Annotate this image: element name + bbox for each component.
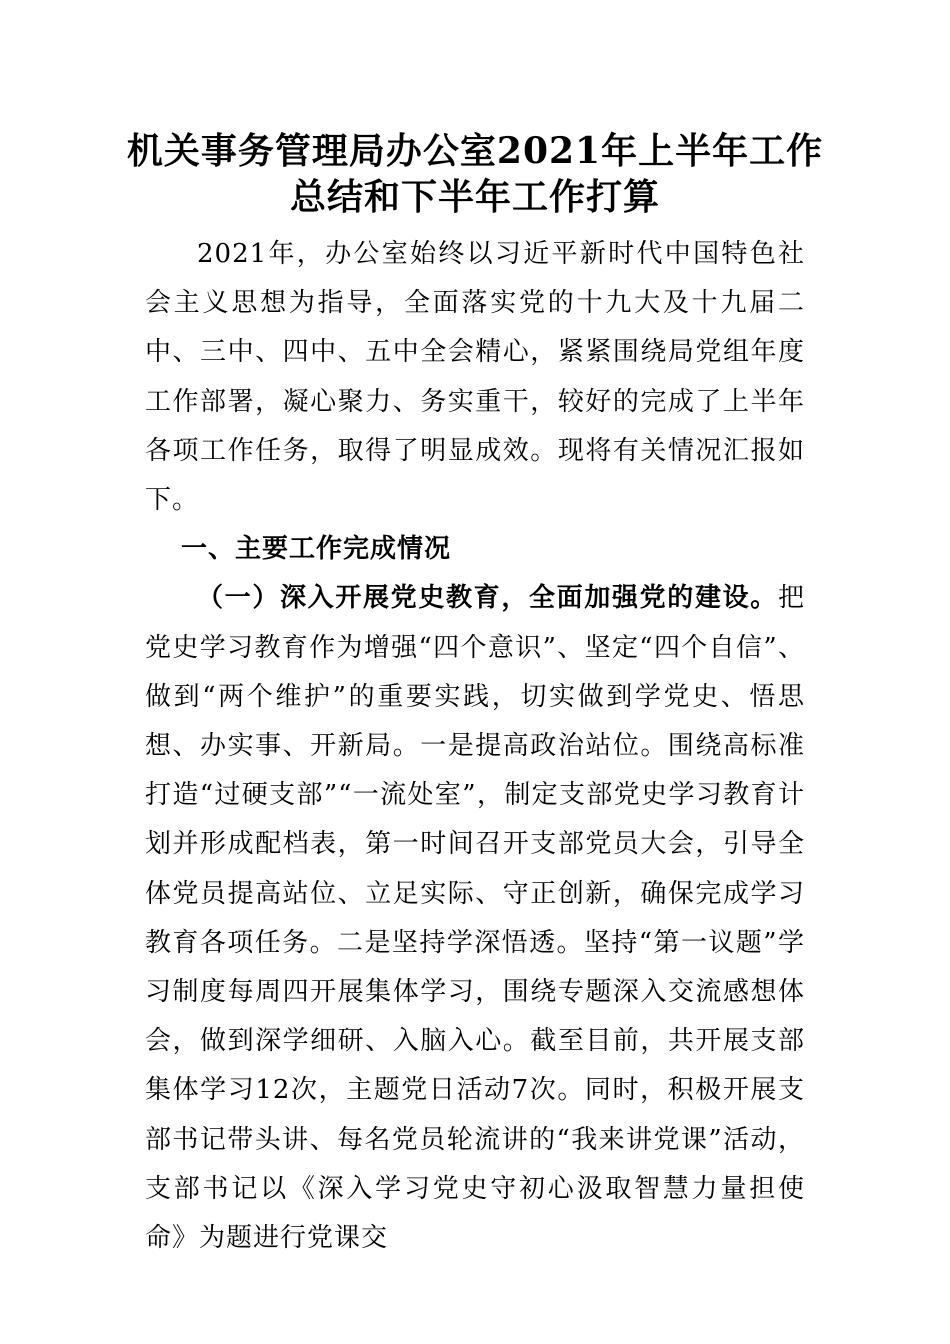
section-heading: 一、主要工作完成情况 — [181, 534, 452, 565]
subsection-paragraph — [145, 574, 805, 1263]
document-title-line-1: 机关事务管理局办公室2021年上半年工作 — [126, 130, 824, 172]
intro-paragraph: 2021年，办公室始终以习近平新时代中国特色社会主义思想为指导，全面落实党的十九大及十九届二中、三中、四中、五中全会精心，紧紧围绕局党组年度工作部署，凝心聚力、务实重干，较好的完成了上半年各项工作任务，取得了明显成效。现将有关情况汇报如下。 — [145, 239, 805, 516]
subsection-lead: （一）深入开展党史教育，全面加强党的建设。 — [197, 583, 778, 614]
document-body — [145, 230, 805, 1263]
document-title-line-2: 总结和下半年工作打算 — [289, 176, 660, 218]
subsection-body: 把党史学习教育作为增强“四个意识”、坚定“四个自信”、做到“两个维护”的重要实践，切实做到学党史、悟思想、办实事、开新局。一是提高政治站位。围绕高标准打造“过硬支部”“一流处室”，制定支部党史学习教育计划并形成配档表，第一时间召开支部党员大会，引导全体党员提高站位、立足实际、守正创新，确保完成学习教育各项任务。二是坚持学深悟透。坚持“第一议题”学习制度每周四开展集体学习，围绕专题深入交流感想体会，做到深学细研、入脑入心。截至目前，共开展支部集体学习12次，主题党日活动7次。同时，积极开展支部书记带头讲、每名党员轮流讲的“我来讲党课”活动，支部书记以《深入学习党史守初心汲取智慧力量担使命》为题进行党课交 — [145, 583, 805, 1254]
